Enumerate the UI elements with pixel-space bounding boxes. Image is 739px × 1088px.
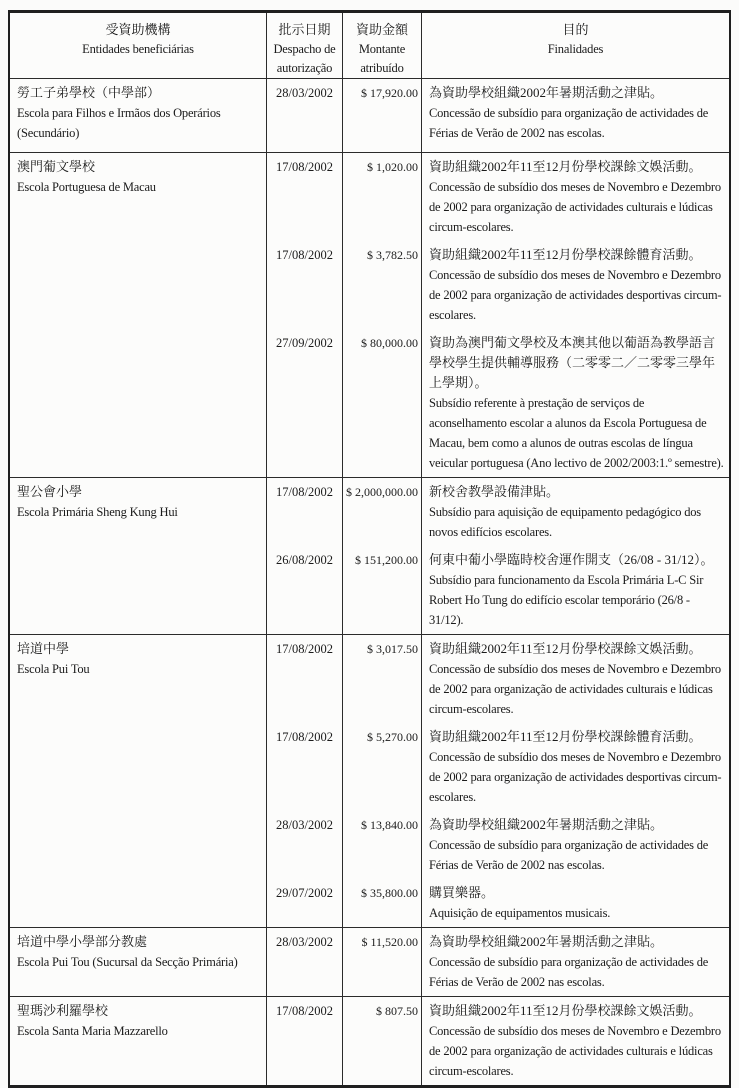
header-purpose [422, 13, 729, 78]
org-name-zh: 聖瑪沙利羅學校 [17, 1003, 109, 1018]
header-date-zh: 批示日期 [278, 22, 331, 37]
table-row [10, 478, 729, 635]
subsidy-entry [267, 635, 729, 723]
org-name-cell [10, 153, 267, 477]
purpose-cell [422, 546, 729, 634]
authorization-date: 28/03/2002 [267, 928, 343, 996]
header-entities-zh: 受資助機構 [105, 22, 171, 37]
org-name-zh: 培道中學 [17, 641, 70, 656]
header-purpose-zh: 目的 [562, 22, 589, 37]
authorization-date: 27/09/2002 [267, 329, 343, 477]
amount-granted: $ 17,920.00 [343, 79, 422, 152]
subsidy-entry [267, 879, 729, 927]
subsidy-table [8, 10, 731, 1088]
purpose-cell [422, 879, 729, 927]
entries [267, 478, 729, 634]
purpose-zh: 資助組織2002年11至12月份學校課餘體育活動。 [429, 247, 702, 262]
purpose-pt: Subsídio referente à prestação de serviços de aconselhamento escolar a alunos da Escola Portuguesa de Macau, bem como a alunos de outras escolas de língua veicular portuguesa (Ano lectivo de 2002/2003:1.º semestre). [429, 396, 724, 470]
amount-granted: $ 5,270.00 [343, 723, 422, 811]
org-name-zh: 培道中學小學部分教處 [17, 934, 148, 949]
purpose-pt: Concessão de subsídio dos meses de Novembro e Dezembro de 2002 para organização de actividades desportivas circum-escolares. [429, 750, 722, 804]
header-entities [10, 13, 267, 78]
header-amount-zh: 資助金額 [355, 22, 408, 37]
table-row [10, 928, 729, 997]
purpose-pt: Concessão de subsídio dos meses de Novembro e Dezembro de 2002 para organização de actividades desportivas circum-escolares. [429, 268, 722, 322]
authorization-date: 28/03/2002 [267, 811, 343, 879]
header-amount [343, 13, 422, 78]
entries [267, 635, 729, 927]
header-purpose-pt: Finalidades [547, 42, 604, 56]
org-name-pt: Escola Portuguesa de Macau [17, 180, 156, 194]
authorization-date: 17/08/2002 [267, 635, 343, 723]
purpose-cell [422, 241, 729, 329]
purpose-pt: Concessão de subsídio dos meses de Novembro e Dezembro de 2002 para organização de actividades culturais e lúdicas circum-escolares. [429, 662, 721, 716]
authorization-date: 28/03/2002 [267, 79, 343, 152]
header-amount-pt: Montante atribuído [358, 42, 406, 75]
subsidy-entry [267, 241, 729, 329]
purpose-zh: 為資助學校組織2002年暑期活動之津貼。 [429, 934, 664, 949]
purpose-pt: Concessão de subsídio para organização de actividades de Férias de Verão de 2002 nas escolas. [429, 955, 709, 989]
header-date-pt: Despacho de autorização [273, 42, 336, 75]
table-row [10, 997, 729, 1085]
purpose-cell [422, 928, 729, 996]
purpose-cell [422, 153, 729, 241]
purpose-zh: 為資助學校組織2002年暑期活動之津貼。 [429, 817, 664, 832]
org-name-cell [10, 635, 267, 927]
purpose-zh: 資助組織2002年11至12月份學校課餘體育活動。 [429, 729, 702, 744]
purpose-cell [422, 329, 729, 477]
purpose-pt: Subsídio para aquisição de equipamento pedagógico dos novos edifícios escolares. [429, 505, 701, 539]
purpose-cell [422, 79, 729, 152]
authorization-date: 17/08/2002 [267, 241, 343, 329]
authorization-date: 26/08/2002 [267, 546, 343, 634]
subsidy-entry [267, 546, 729, 634]
subsidy-entry [267, 79, 729, 152]
amount-granted: $ 35,800.00 [343, 879, 422, 927]
entries [267, 153, 729, 477]
subsidy-entry [267, 329, 729, 477]
org-name-cell [10, 928, 267, 996]
purpose-zh: 資助組織2002年11至12月份學校課餘文娛活動。 [429, 641, 702, 656]
entries [267, 79, 729, 152]
org-name-pt: Escola Pui Tou [17, 662, 90, 676]
org-name-pt: Escola Primária Sheng Kung Hui [17, 505, 178, 519]
subsidy-entry [267, 811, 729, 879]
header-date [267, 13, 343, 78]
authorization-date: 17/08/2002 [267, 153, 343, 241]
authorization-date: 17/08/2002 [267, 478, 343, 546]
purpose-zh: 新校舍教學設備津貼。 [429, 484, 560, 499]
org-name-cell [10, 478, 267, 634]
authorization-date: 17/08/2002 [267, 723, 343, 811]
org-name-pt: Escola Santa Maria Mazzarello [17, 1024, 168, 1038]
amount-granted: $ 80,000.00 [343, 329, 422, 477]
table-row [10, 635, 729, 928]
purpose-cell [422, 635, 729, 723]
purpose-zh: 資助組織2002年11至12月份學校課餘文娛活動。 [429, 1003, 702, 1018]
purpose-pt: Concessão de subsídio dos meses de Novembro e Dezembro de 2002 para organização de actividades culturais e lúdicas circum-escolares. [429, 180, 721, 234]
table-header [10, 13, 729, 79]
org-name-cell [10, 997, 267, 1085]
purpose-zh: 購買樂器。 [429, 885, 495, 900]
amount-granted: $ 3,017.50 [343, 635, 422, 723]
org-name-zh: 聖公會小學 [17, 484, 83, 499]
amount-granted: $ 2,000,000.00 [343, 478, 422, 546]
purpose-cell [422, 723, 729, 811]
purpose-pt: Aquisição de equipamentos musicais. [429, 906, 611, 920]
purpose-zh: 為資助學校組織2002年暑期活動之津貼。 [429, 85, 664, 100]
purpose-cell [422, 997, 729, 1085]
amount-granted: $ 1,020.00 [343, 153, 422, 241]
org-name-cell [10, 79, 267, 152]
subsidy-entry [267, 997, 729, 1085]
purpose-pt: Concessão de subsídio dos meses de Novembro e Dezembro de 2002 para organização de actividades culturais e lúdicas circum-escolares. [429, 1024, 721, 1078]
subsidy-entry [267, 723, 729, 811]
amount-granted: $ 807.50 [343, 997, 422, 1085]
org-name-pt: Escola Pui Tou (Sucursal da Secção Primária) [17, 955, 238, 969]
purpose-zh: 何東中葡小學臨時校舍運作開支（26/08 - 31/12）。 [429, 552, 714, 567]
purpose-pt: Concessão de subsídio para organização de actividades de Férias de Verão de 2002 nas escolas. [429, 838, 709, 872]
table-row [10, 153, 729, 478]
entries [267, 928, 729, 996]
table-row [10, 79, 729, 153]
purpose-pt: Concessão de subsídio para organização de actividades de Férias de Verão de 2002 nas escolas. [429, 106, 709, 140]
authorization-date: 17/08/2002 [267, 997, 343, 1085]
purpose-zh: 資助組織2002年11至12月份學校課餘文娛活動。 [429, 159, 702, 174]
amount-granted: $ 11,520.00 [343, 928, 422, 996]
purpose-zh: 資助為澳門葡文學校及本澳其他以葡語為教學語言學校學生提供輔導服務（二零零二／二零零三學年上學期）。 [429, 335, 716, 390]
subsidy-entry [267, 928, 729, 996]
amount-granted: $ 3,782.50 [343, 241, 422, 329]
org-name-pt: Escola para Filhos e Irmãos dos Operários (Secundário) [17, 106, 221, 140]
entries [267, 997, 729, 1085]
org-name-zh: 勞工子弟學校（中學部） [17, 85, 161, 100]
subsidy-entry [267, 153, 729, 241]
org-name-zh: 澳門葡文學校 [17, 159, 96, 174]
purpose-pt: Subsídio para funcionamento da Escola Primária L-C Sir Robert Ho Tung do edifício escolar temporário (26/8 - 31/12). [429, 573, 704, 627]
purpose-cell [422, 811, 729, 879]
amount-granted: $ 13,840.00 [343, 811, 422, 879]
authorization-date: 29/07/2002 [267, 879, 343, 927]
header-entities-pt: Entidades beneficiárias [82, 42, 194, 56]
amount-granted: $ 151,200.00 [343, 546, 422, 634]
subsidy-entry [267, 478, 729, 546]
purpose-cell [422, 478, 729, 546]
